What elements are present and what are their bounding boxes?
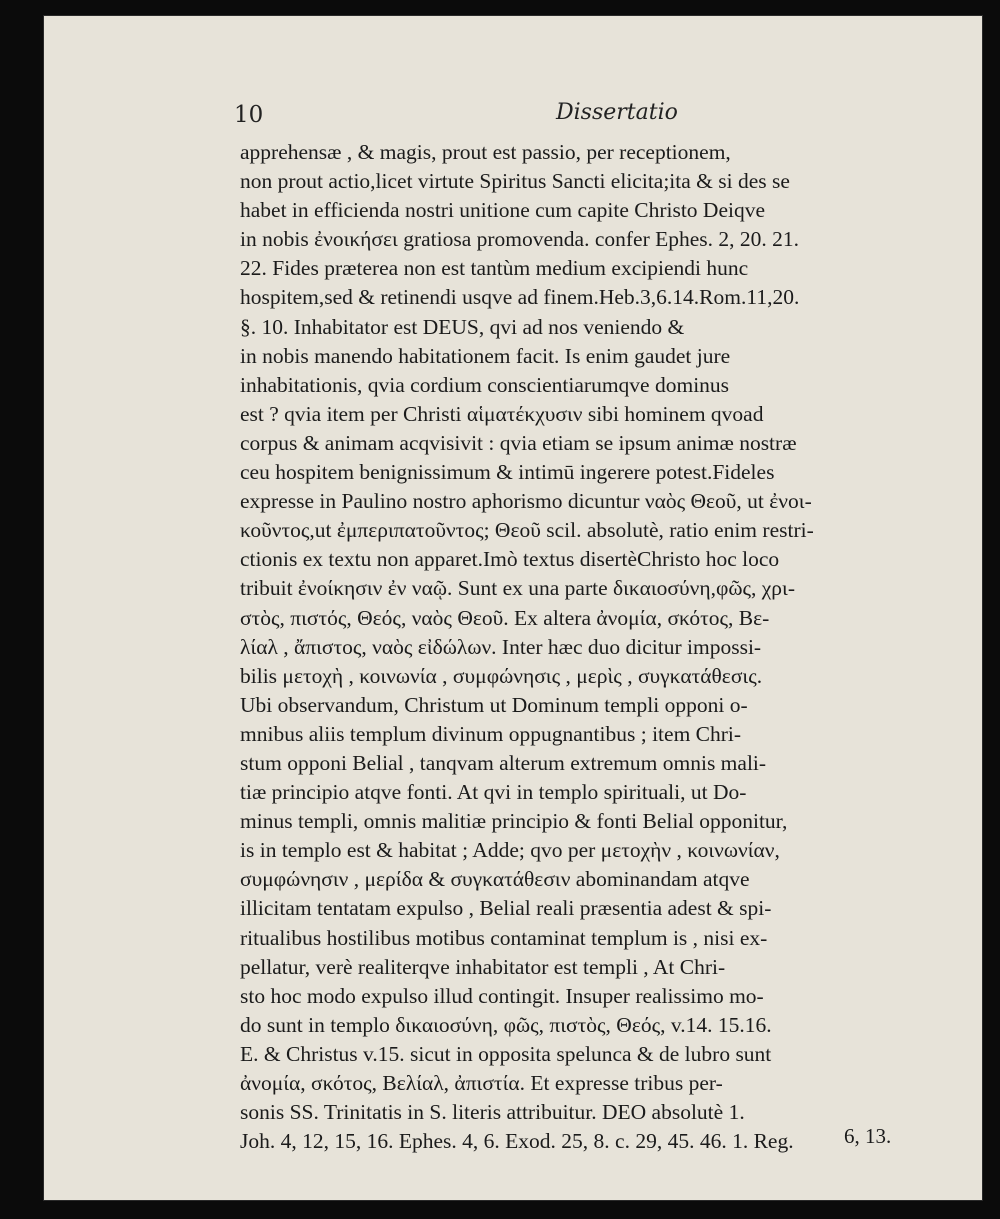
text-line: do sunt in templo δικαιοσύνη, φῶς, πιστὸς, Θεός, v.14. 15.16. bbox=[240, 1012, 772, 1037]
page-header bbox=[234, 102, 874, 136]
text-line: minus templi, omnis malitiæ principio & fonti Belial opponitur, bbox=[240, 809, 788, 834]
book-page bbox=[44, 16, 982, 1200]
text-line: expresse in Paulino nostro aphorismo dicuntur ναὸς Θεοῦ, ut ἐνοι- bbox=[240, 489, 812, 514]
text-line: in nobis manendo habitationem facit. Is enim gaudet jure bbox=[240, 343, 731, 368]
text-line: corpus & animam acqvisivit : qvia etiam se ipsum animæ nostræ bbox=[240, 430, 797, 455]
text-line: bilis μετοχὴ , κοινωνία , συμφώνησις , μερὶς , συγκατάθεσις. bbox=[240, 663, 763, 688]
text-line: hospitem,sed & retinendi usqve ad finem.Heb.3,6.14.Rom.11,20. bbox=[240, 285, 800, 310]
running-head: Dissertatio bbox=[556, 100, 678, 125]
text-line: Joh. 4, 12, 15, 16. Ephes. 4, 6. Exod. 25, 8. c. 29, 45. 46. 1. Reg. bbox=[240, 1129, 794, 1154]
text-line: λίαλ , ἄπιστος, ναὸς εἰδώλων. Inter hæc duo dicitur impossi- bbox=[240, 634, 762, 659]
text-line: ceu hospitem benignissimum & intimū ingerere potest.Fideles bbox=[240, 460, 775, 485]
text-line: inhabitationis, qvia cordium conscientiarumqve dominus bbox=[240, 372, 730, 397]
text-line: κοῦντος,ut ἐμπεριπατοῦντος; Θεοῦ scil. absolutè, ratio enim restri- bbox=[240, 518, 814, 543]
text-line: tiæ principio atqve fonti. At qvi in templo spirituali, ut Do- bbox=[240, 780, 747, 805]
text-line: Ubi observandum, Christum ut Dominum templi opponi o- bbox=[240, 692, 748, 717]
page-number: 10 bbox=[234, 102, 264, 128]
text-line: apprehensæ , & magis, prout est passio, per receptionem, bbox=[240, 140, 731, 164]
text-line: tribuit ἐνοίκησιν ἐν ναῷ. Sunt ex una parte δικαιοσύνη,φῶς, χρι- bbox=[240, 576, 795, 601]
catchword: 6, 13. bbox=[844, 1124, 892, 1148]
text-line: sto hoc modo expulso illud contingit. Insuper realissimo mo- bbox=[240, 983, 764, 1008]
text-line: is in templo est & habitat ; Adde; qvo per μετοχὴν , κοινωνίαν, bbox=[240, 838, 780, 863]
text-line: illicitam tentatam expulso , Belial reali præsentia adest & spi- bbox=[240, 896, 772, 921]
text-line: §. 10. Inhabitator est DEUS, qvi ad nos veniendo & bbox=[240, 314, 685, 339]
text-line: mnibus aliis templum divinum oppugnantibus ; item Chri- bbox=[240, 721, 742, 746]
text-line: ritualibus hostilibus motibus contaminat templum is , nisi ex- bbox=[240, 925, 768, 950]
text-line: στὸς, πιστός, Θεός, ναὸς Θεοῦ. Ex altera ἀνομία, σκότος, Βε- bbox=[240, 605, 770, 630]
text-line: συμφώνησιν , μερίδα & συγκατάθεσιν abominandam atqve bbox=[240, 867, 750, 892]
text-line: E. & Christus v.15. sicut in opposita spelunca & de lubro sunt bbox=[240, 1041, 772, 1066]
text-line: pellatur, verè realiterqve inhabitator est templi , At Chri- bbox=[240, 954, 726, 979]
text-line: ἀνομία, σκότος, Βελίαλ, ἀπιστία. Et expresse tribus per- bbox=[240, 1071, 723, 1095]
text-line: ctionis ex textu non apparet.Imò textus disertèChristo hoc loco bbox=[240, 547, 780, 572]
text-line: stum opponi Belial , tanqvam alterum extremum omnis mali- bbox=[240, 750, 767, 775]
body-text bbox=[240, 138, 940, 1156]
text-line: 22. Fides præterea non est tantùm medium excipiendi hunc bbox=[240, 256, 749, 281]
text-line: in nobis ἐνοικήσει gratiosa promovenda. confer Ephes. 2, 20. 21. bbox=[240, 227, 800, 252]
text-line: sonis SS. Trinitatis in S. literis attribuitur. DEO absolutè 1. bbox=[240, 1100, 745, 1125]
text-line: habet in efficienda nostri unitione cum capite Christo Deiqve bbox=[240, 198, 766, 223]
text-line: non prout actio,licet virtute Spiritus Sancti elicita;ita & si des se bbox=[240, 169, 790, 194]
text-line: est ? qvia item per Christi αἱματέκχυσιν sibi hominem qvoad bbox=[240, 401, 764, 426]
